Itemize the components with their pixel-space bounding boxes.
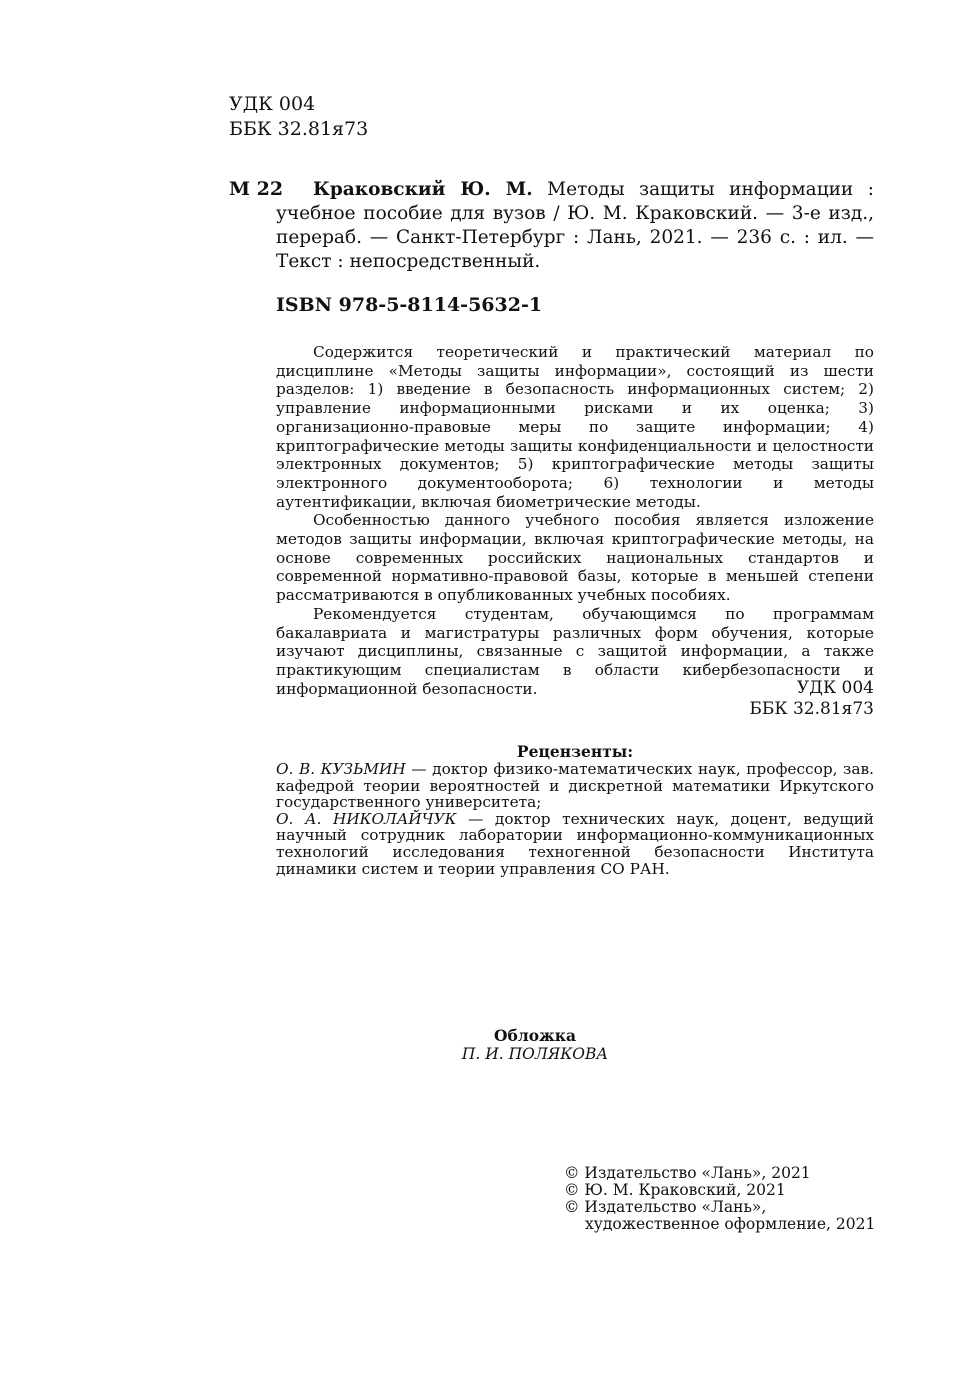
reviewer-description: — доктор физико-математических наук, профессор, зав. кафедрой теории вероятностей и дискретной математики Иркутского государственного университета;	[276, 760, 874, 812]
copyright-line: © Ю. М. Краковский, 2021	[564, 1181, 786, 1199]
classification-codes-top	[229, 92, 368, 142]
annotation-paragraph: Рекомендуется студентам, обучающимся по программам бакалавриата и магистратуры различных форм обучения, которые изучают дисциплины, связанные с защитой информации, а также практикующим специалистам в области кибербезопасности и информационной безопасности.	[276, 604, 874, 698]
classification-codes-bottom	[600, 678, 874, 720]
catalog-code: М 22	[229, 178, 284, 200]
bbk-code: ББК 32.81я73	[229, 118, 369, 140]
copyright-line: © Издательство «Лань», 2021	[564, 1164, 811, 1182]
cover-credit	[276, 1027, 794, 1063]
bibliographic-record	[276, 178, 874, 274]
annotation-paragraph: Особенностью данного учебного пособия является изложение методов защиты информации, включая криптографические методы, на основе современных российских национальных стандартов и современной нормативно-правовой базы, которые в меньшей степени рассматриваются в опубликованных учебных пособиях.	[276, 511, 874, 605]
bbk-code: ББК 32.81я73	[749, 699, 874, 719]
udk-code: УДК 004	[796, 678, 874, 698]
copyright-line: художественное оформление, 2021	[585, 1215, 876, 1233]
copyright-block	[564, 1165, 875, 1233]
reviewer-description: — доктор технических наук, доцент, ведущий научный сотрудник лаборатории информационно-коммуникационных технологий исследования техногенной безопасности Института динамики систем и теории управления СО РАН.	[276, 809, 874, 878]
copyright-line: © Издательство «Лань»,	[564, 1198, 767, 1216]
reviewer-name: О. А. НИКОЛАЙЧУК	[276, 809, 457, 828]
bib-description: Методы защиты информации : учебное пособие для вузов / Ю. М. Краковский. — 3-е изд., перераб. — Санкт-Петербург : Лань, 2021. — 236 с. : ил. — Текст : непосредственный.	[276, 179, 874, 272]
cover-author: П. И. ПОЛЯКОВА	[461, 1045, 609, 1063]
reviewers-list	[276, 761, 874, 877]
annotation	[276, 343, 874, 698]
annotation-paragraph: Содержится теоретический и практический материал по дисциплине «Методы защиты информации», состоящий из шести разделов: 1) введение в безопасность информационных систем; 2) управление информационными рисками и их оценка; 3) организационно-правовые меры по защите информации; 4) криптографические методы защиты конфиденциальности и целостности электронных документов; 5) криптографические методы защиты электронного документооборота; 6) технологии и методы аутентификации, включая биометрические методы.	[276, 343, 874, 511]
reviewer-entry	[276, 811, 874, 877]
isbn: ISBN 978-5-8114-5632-1	[276, 294, 543, 316]
reviewer-entry	[276, 761, 874, 811]
reviewer-name: О. В. КУЗЬМИН	[276, 760, 406, 778]
udk-code: УДК 004	[229, 93, 316, 115]
reviewers-title: Рецензенты:	[516, 742, 634, 761]
bib-author: Краковский Ю. М.	[313, 179, 533, 200]
cover-title: Обложка	[494, 1026, 576, 1045]
